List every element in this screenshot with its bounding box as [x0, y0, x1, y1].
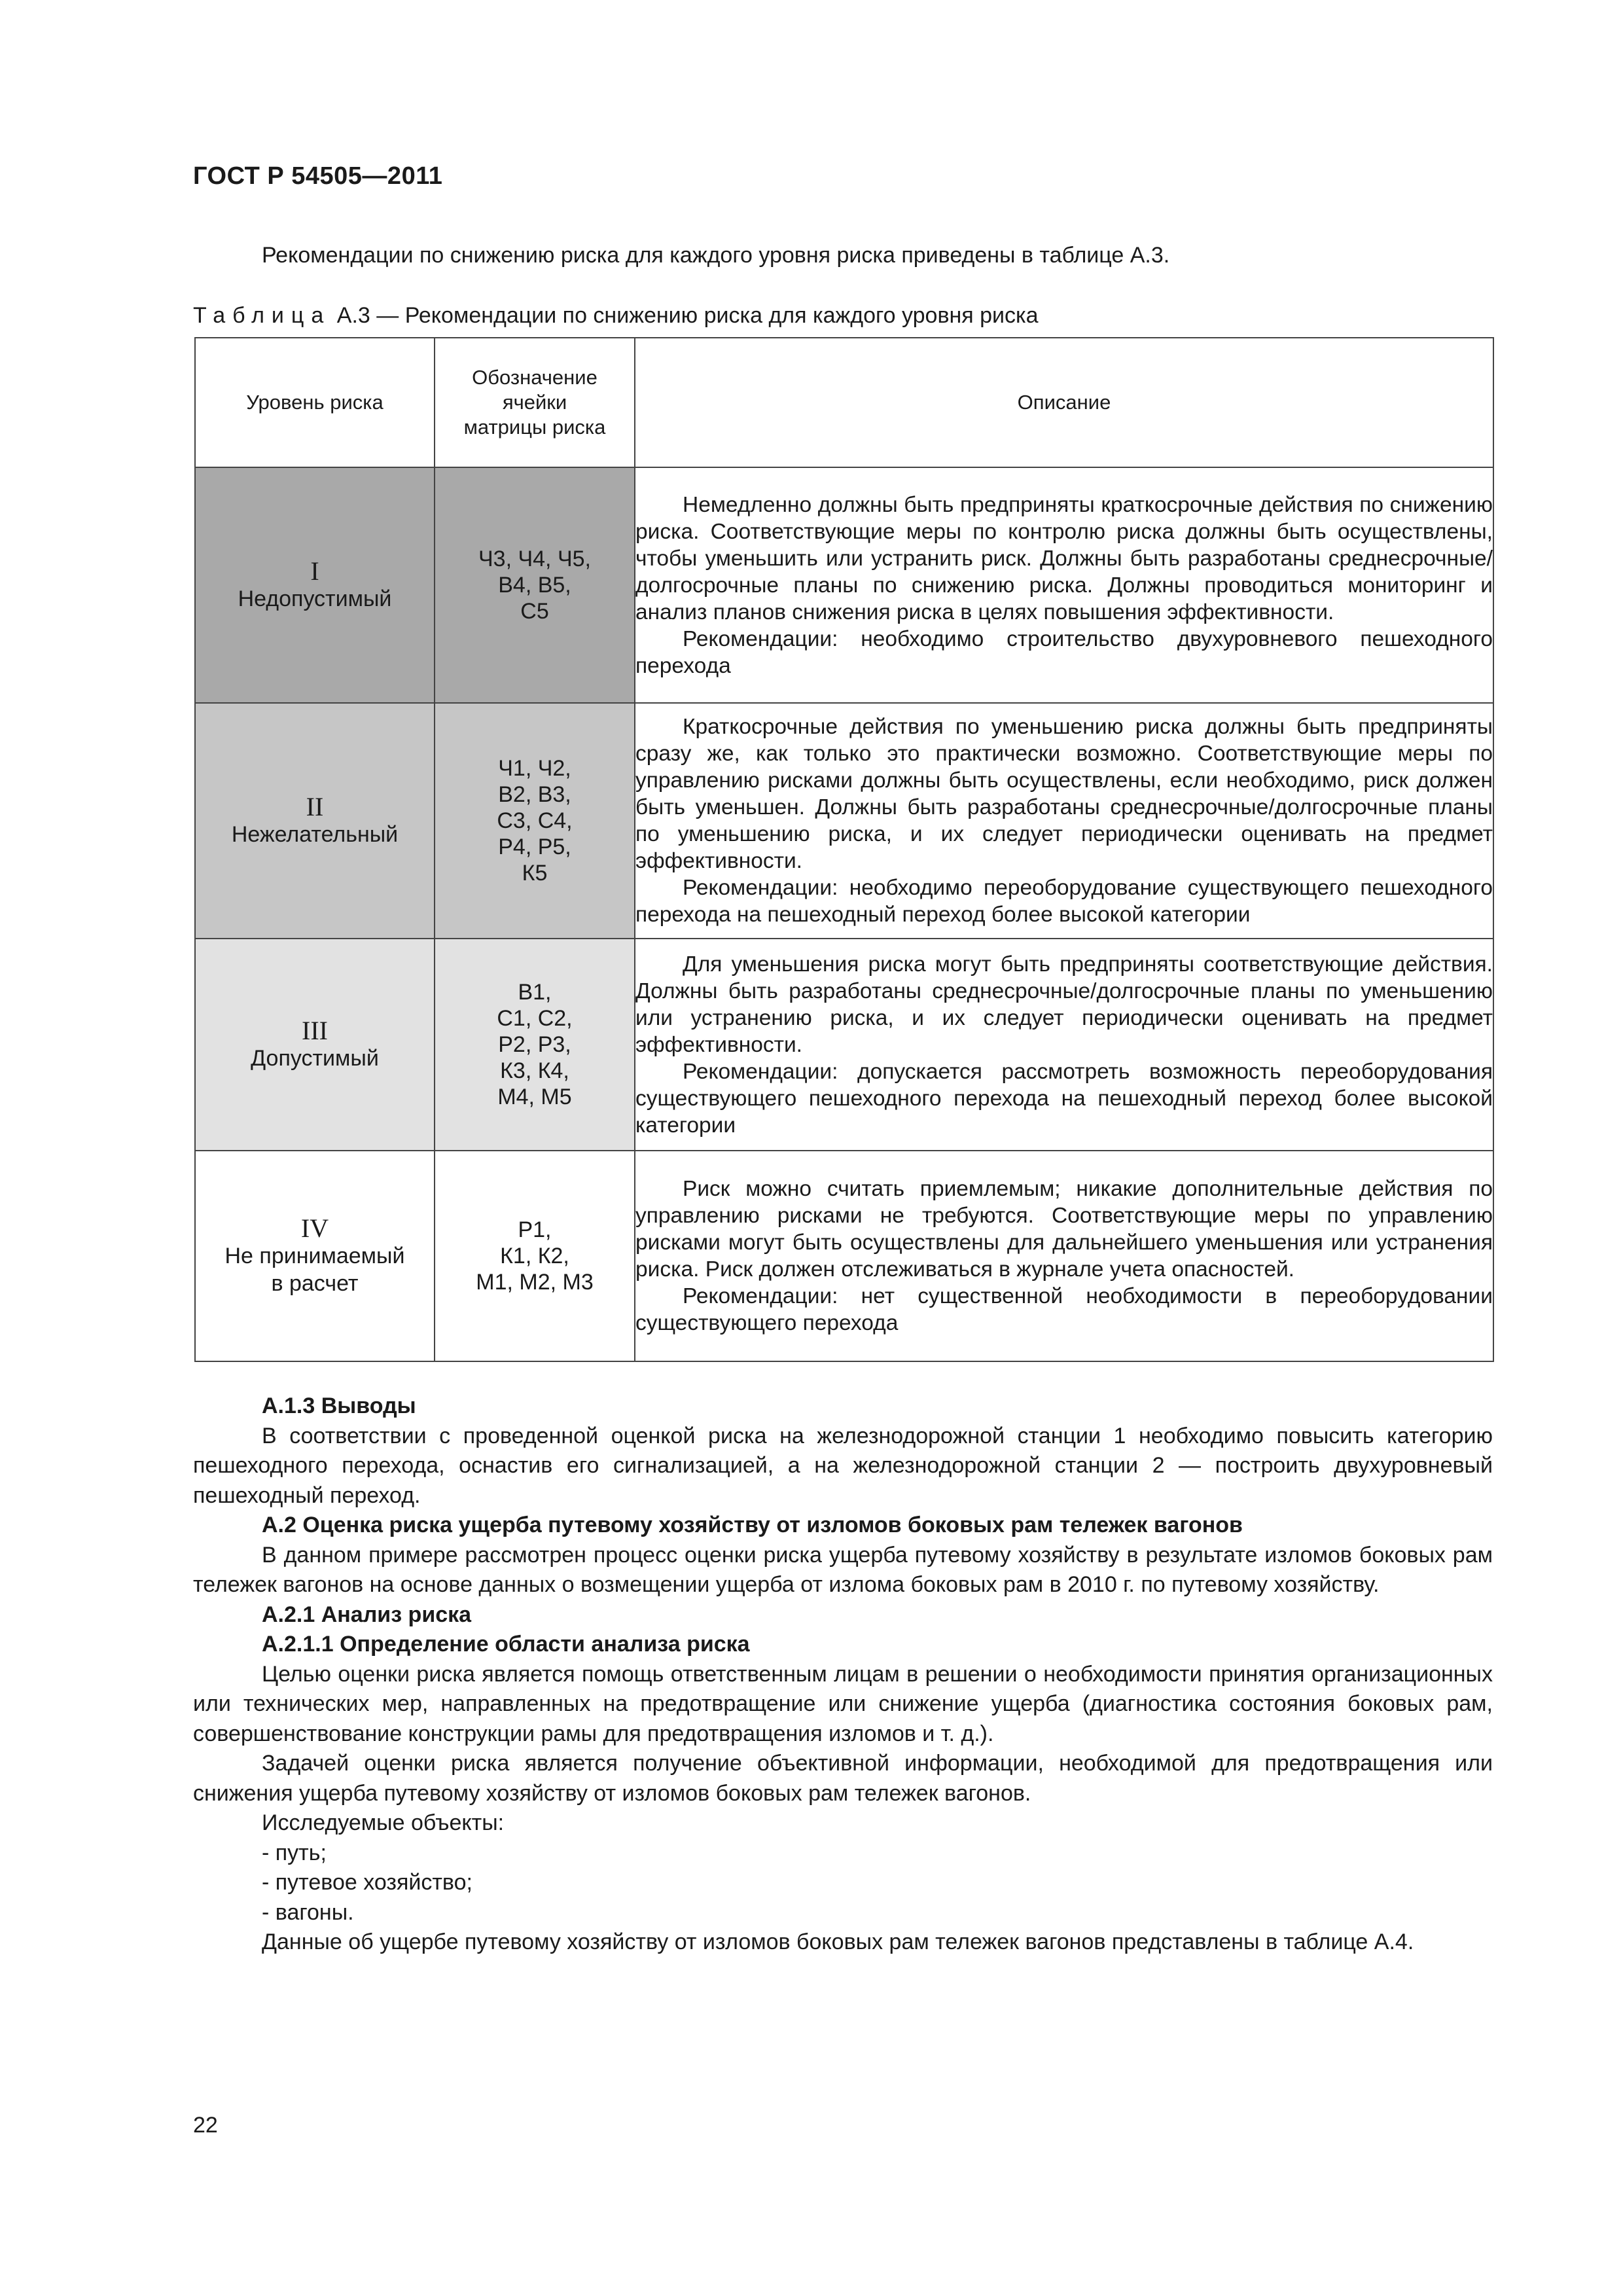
header-description: Описание — [635, 338, 1493, 467]
matrix-cells-line: К3, К4, — [500, 1058, 569, 1083]
description-main: Для уменьшения риска могут быть предприняты соответствующие действия. Должны быть разработаны среднесрочные/долгосрочные планы по уменьшению или устранению риска, и их следует периодически оценивать на предмет эффективности. — [635, 952, 1493, 1057]
table-row — [195, 939, 1493, 1151]
risk-level-roman: IV — [300, 1213, 329, 1243]
table-caption — [193, 301, 1502, 330]
table-row — [195, 703, 1493, 939]
matrix-cells-line: В4, В5, — [498, 573, 571, 598]
section-a2-heading: А.2 Оценка риска ущерба путевому хозяйству от изломов боковых рам тележек вагонов — [262, 1513, 1243, 1537]
intro-paragraph: Рекомендации по снижению риска для каждого уровня риска приведены в таблице А.3. — [262, 243, 1170, 268]
section-a211-paragraph-2: Задачей оценки риска является получение объективной информации, необходимой для предотвращения или снижения ущерба путевому хозяйству от изломов боковых рам тележек вагонов. — [193, 1751, 1493, 1806]
section-a2-paragraph: В данном примере рассмотрен процесс оценки риска ущерба путевому хозяйству в результате изломов боковых рам тележек вагонов на основе данных о возмещении ущерба от излома боковых рам в 2010 г. по путевому хозяйству. — [193, 1542, 1493, 1597]
page-number: 22 — [193, 2113, 218, 2138]
document-body — [193, 1391, 1493, 1958]
list-item: - вагоны. — [262, 1899, 354, 1925]
description-main: Риск можно считать приемлемым; никакие дополнительные действия по управлению рисками не требуются. Соответствующие меры по управлению рисками могут быть осуществлены для дальнейшего уменьшения или устранения риска. Риск должен отслеживаться в журнале учета опасностей. — [635, 1177, 1493, 1282]
header-risk-level: Уровень риска — [195, 338, 435, 467]
matrix-cells-line: К1, К2, — [500, 1244, 569, 1268]
matrix-cells-line: Р1, — [518, 1217, 552, 1242]
matrix-cells-line: С1, С2, — [497, 1006, 573, 1031]
description-cell — [635, 703, 1493, 939]
list-item: - путь; — [262, 1840, 327, 1865]
closing-paragraph: Данные об ущербе путевому хозяйству от изломов боковых рам тележек вагонов представлены в таблице А.4. — [262, 1929, 1414, 1954]
description-recommendation: Рекомендации: нет существенной необходимости в переоборудовании существующего перехода — [635, 1284, 1493, 1335]
risk-level-cell — [195, 467, 435, 703]
matrix-cells-cell — [435, 939, 635, 1151]
section-a211-heading: А.2.1.1 Определение области анализа риска — [262, 1632, 750, 1657]
table-row — [195, 1151, 1493, 1361]
risk-level-name: Недопустимый — [238, 586, 392, 611]
description-recommendation: Рекомендации: необходимо строительство двухуровневого пешеходного перехода — [635, 626, 1493, 678]
objects-list — [193, 1839, 1493, 1928]
risk-level-name-line: в расчет — [271, 1271, 359, 1296]
risk-level-name-line: Не принимаемый — [224, 1244, 405, 1268]
risk-level-roman: II — [306, 792, 324, 821]
risk-level-name: Нежелательный — [231, 822, 399, 847]
section-a13-paragraph: В соответствии с проведенной оценкой риска на железнодорожной станции 1 необходимо повысить категорию пешеходного перехода, оснастив его сигнализацией, а на железнодорожной станции 2 — построить двухуровневый пешеходный переход. — [193, 1423, 1493, 1508]
table-header-row — [195, 338, 1493, 467]
matrix-cells-cell — [435, 1151, 635, 1361]
description-main: Краткосрочные действия по уменьшению риска должны быть предприняты сразу же, как только это практически возможно. Соответствующие меры по управлению рисками должны быть осуществлены, если необходимо, риск должен быть уменьшен. Должны быть разработаны среднесрочные/долгосрочные планы по уменьшению риска, и их следует периодически оценивать на предмет эффективности. — [635, 715, 1493, 873]
description-recommendation: Рекомендации: необходимо переоборудование существующего пешеходного перехода на пешеходный переход более высокой категории — [635, 876, 1493, 927]
header-matrix-cell — [435, 338, 635, 467]
matrix-cells-line: Р2, Р3, — [498, 1032, 571, 1057]
table-row — [195, 467, 1493, 703]
risk-level-cell — [195, 939, 435, 1151]
risk-level-roman: I — [310, 556, 319, 586]
section-a21-heading: А.2.1 Анализ риска — [262, 1602, 472, 1627]
description-cell — [635, 1151, 1493, 1361]
risk-recommendations-table — [194, 337, 1494, 1362]
document-code-header: ГОСТ Р 54505—2011 — [193, 162, 443, 190]
matrix-cells-cell — [435, 467, 635, 703]
matrix-cells-line: Р4, Р5, — [498, 834, 571, 859]
table-caption-title: А.3 — Рекомендации по снижению риска для каждого уровня риска — [336, 303, 1039, 328]
objects-label: Исследуемые объекты: — [262, 1810, 505, 1835]
matrix-cells-line: Ч3, Ч4, Ч5, — [478, 547, 591, 571]
description-recommendation: Рекомендации: допускается рассмотреть возможность переоборудования существующего пешеходного перехода на пешеходный переход более высокой категории — [635, 1059, 1493, 1138]
matrix-cells-line: В2, В3, — [498, 782, 571, 807]
section-a211-paragraph-1: Целью оценки риска является помощь ответственным лицам в решении о необходимости принятия организационных или технических мер, направленных на предотвращение или снижение ущерба (диагностика состояния боковых рам, совершенствование конструкции рамы для предотвращения изломов и т. д.). — [193, 1661, 1493, 1746]
description-cell — [635, 467, 1493, 703]
matrix-cells-line: В1, — [518, 980, 552, 1005]
risk-level-cell — [195, 1151, 435, 1361]
list-item: - путевое хозяйство; — [262, 1870, 473, 1895]
risk-level-name: Допустимый — [251, 1046, 379, 1071]
matrix-cells-cell — [435, 703, 635, 939]
description-main: Немедленно должны быть предприняты краткосрочные действия по снижению риска. Соответствующие меры по контролю риска должны быть осуществлены, чтобы уменьшить или устранить риск. Должны быть разработаны среднесрочные/долгосрочные планы по снижению риска. Должны проводиться мониторинг и анализ планов снижения риска в целях повышения эффективности. — [635, 492, 1493, 624]
matrix-cells-line: С5 — [520, 599, 549, 624]
section-a13-heading: А.1.3 Выводы — [262, 1393, 416, 1418]
matrix-cells-line: Ч1, Ч2, — [498, 756, 571, 781]
header-matrix-cell-text: Обозначение ячейки матрицы риска — [463, 366, 606, 439]
description-cell — [635, 939, 1493, 1151]
matrix-cells-line: М4, М5 — [497, 1085, 572, 1109]
risk-level-cell — [195, 703, 435, 939]
matrix-cells-line: М1, М2, М3 — [476, 1270, 594, 1295]
table-caption-prefix: Таблица — [193, 303, 331, 328]
matrix-cells-line: С3, С4, — [497, 808, 573, 833]
matrix-cells-line: К5 — [522, 861, 548, 886]
risk-level-roman: III — [302, 1016, 328, 1045]
